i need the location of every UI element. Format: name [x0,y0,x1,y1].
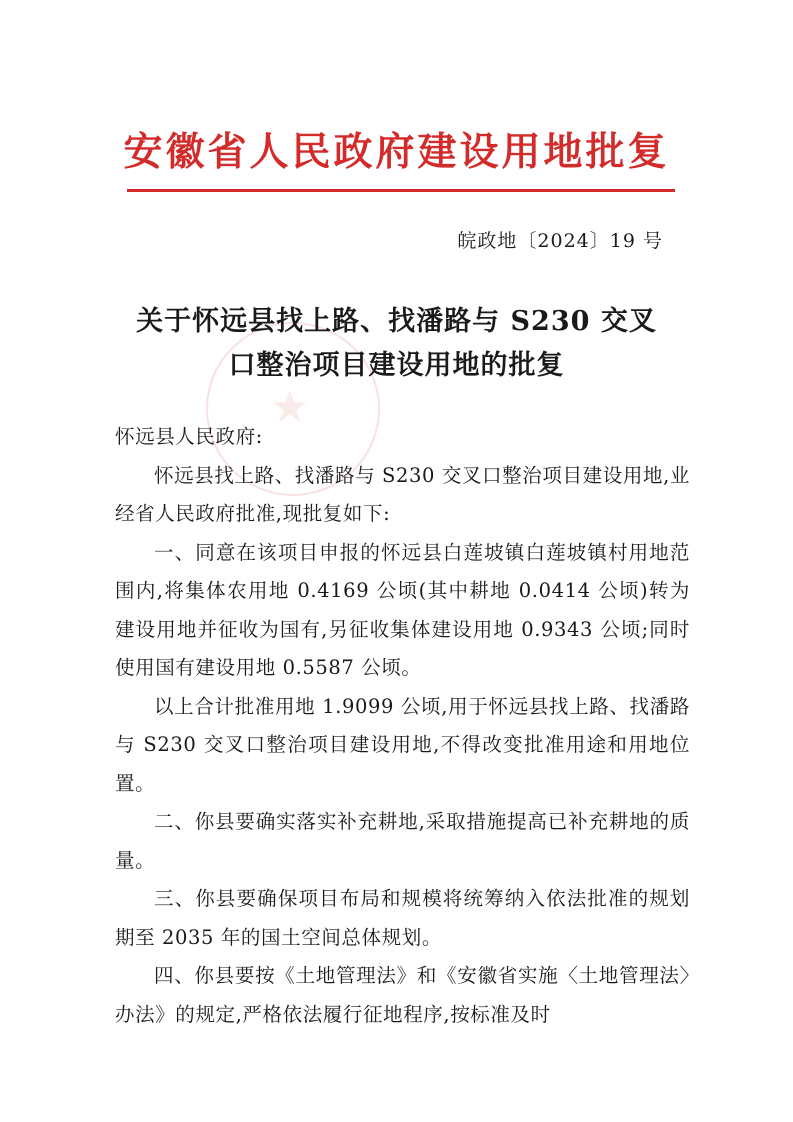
addressee: 怀远县人民政府: [115,425,263,448]
body-paragraph-3: 以上合计批准用地 1.9099 公顷,用于怀远县找上路、找潘路与 S230 交叉口整治项目建设用地,不得改变批准用途和用地位置。 [115,694,690,795]
document-title [110,300,683,388]
body-paragraph-2: 一、同意在该项目申报的怀远县白莲坡镇白莲坡镇村用地范围内,将集体农用地 0.4169 公顷(其中耕地 0.0414 公顷)转为建设用地并征收为国有,另征收集体建设用地 0.9343 公顷;同时使用国有建设用地 0.5587 公顷。 [115,540,690,679]
masthead-red-rule [127,189,675,192]
document-number: 皖政地〔2024〕19 号 [457,230,663,252]
seal-star-icon: ★ [270,382,310,433]
body-paragraph-5: 三、你县要确保项目布局和规模将统筹纳入依法批准的规划期至 2035 年的国土空间总体规划。 [115,887,690,949]
title-line-2: 口整治项目建设用地的批复 [228,350,565,381]
title-line-1: 关于怀远县找上路、找潘路与 S230 交叉 [136,306,657,337]
body-paragraph-6: 四、你县要按《土地管理法》和《安徽省实施〈土地管理法〉办法》的规定,严格依法履行征地程序,按标准及时 [115,964,690,1026]
document-body [115,418,690,1034]
body-paragraph-1: 怀远县找上路、找潘路与 S230 交叉口整治项目建设用地,业经省人民政府批准,现批复如下: [115,463,690,525]
body-paragraph-4: 二、你县要确实落实补充耕地,采取措施提高已补充耕地的质量。 [115,810,690,872]
document-masthead: 安徽省人民政府建设用地批复 [123,129,670,175]
